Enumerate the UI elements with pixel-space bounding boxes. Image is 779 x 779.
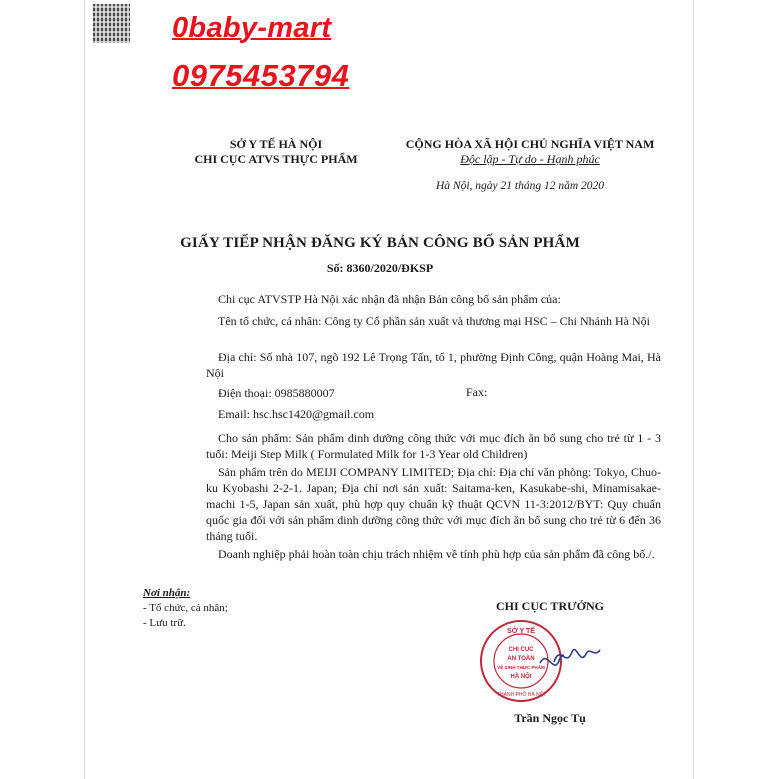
svg-text:HÀ NỘI: HÀ NỘI	[510, 674, 532, 680]
body-address: Địa chỉ: Số nhà 107, ngõ 192 Lê Trọng Tấn, tổ 1, phường Định Công, quận Hoàng Mai, Hà Nội	[206, 350, 661, 380]
svg-text:VỆ SINH THỰC PHẨM: VỆ SINH THỰC PHẨM	[497, 665, 545, 670]
body-manufacturer: Sản phẩm trên do MEIJI COMPANY LIMITED; Địa chỉ: Địa chỉ văn phòng: Tokyo, Chuo-ku Kyobashi 2-2-1. Japan; Địa chỉ nơi sản xuất: Saitama-ken, Kasukabe-shi, Minamisakae-machi 1-5, Japan sản xuất, phù hợp quy chuẩn kỹ thuật QCVN 11-3:2012/BYT: Quy chuẩn quốc gia đối với sản phẩm dinh dưỡng công thức với mục đích ăn bổ sung cho trẻ từ 6 đến 36 tháng tuổi.	[206, 465, 661, 543]
recipients	[143, 586, 228, 631]
svg-text:THÀNH PHỐ HÀ NỘI: THÀNH PHỐ HÀ NỘI	[496, 692, 546, 698]
motto: Độc lập - Tự do - Hạnh phúc	[460, 152, 600, 166]
body-fax: Fax:	[466, 385, 488, 399]
agency-line-1: SỞ Y TẾ HÀ NỘI	[229, 137, 323, 151]
recipients-title: Nơi nhận:	[143, 587, 191, 599]
body-email: Email: hsc.hsc1420@gmail.com	[218, 407, 375, 421]
document-title: GIẤY TIẾP NHẬN ĐĂNG KÝ BẢN CÔNG BỐ SẢN PHẨM	[180, 235, 580, 251]
svg-text:AN TOÀN: AN TOÀN	[507, 656, 535, 662]
shop-name-watermark: 0baby-mart	[172, 12, 332, 44]
body-phone: Điện thoại: 0985880007	[218, 386, 335, 400]
signature-scribble	[552, 640, 602, 670]
signer-title: CHI CỤC TRƯỞNG	[495, 599, 604, 613]
issue-date: Hà Nội, ngày 21 tháng 12 năm 2020	[435, 180, 605, 192]
country-name: CỘNG HÒA XÃ HỘI CHỦ NGHĨA VIỆT NAM	[405, 137, 655, 151]
body-responsibility: Doanh nghiệp phải hoàn toàn chịu trách nhiệm về tính phù hợp của sản phẩm đã công bố./.	[218, 547, 655, 561]
body-intro: Chi cục ATVSTP Hà Nội xác nhận đã nhận Bản công bố sản phẩm của:	[218, 292, 561, 306]
document-number: Số: 8360/2020/ĐKSP	[326, 261, 434, 275]
svg-text:CHI CỤC: CHI CỤC	[508, 647, 534, 653]
agency-line-2: CHI CỤC ATVS THỰC PHẨM	[194, 152, 358, 166]
svg-text:SỞ Y TẾ: SỞ Y TẾ	[507, 628, 535, 635]
recipient-item: - Tổ chức, cá nhân;	[143, 602, 228, 614]
body-product: Cho sản phẩm: Sản phẩm dinh dưỡng công thức với mục đích ăn bổ sung cho trẻ từ 1 - 3 tuổi: Meiji Step Milk ( Formulated Milk for 1-3 Year old Children)	[206, 431, 661, 461]
qr-code-icon	[93, 4, 130, 43]
national-motto	[388, 137, 672, 167]
body-organization: Tên tổ chức, cá nhân: Công ty Cổ phần sản xuất và thương mại HSC – Chi Nhánh Hà Nội	[218, 314, 650, 328]
issuing-agency	[186, 137, 366, 167]
signer-name: Trần Ngọc Tụ	[514, 711, 586, 725]
recipient-item: - Lưu trữ.	[143, 617, 186, 629]
shop-phone-watermark: 0975453794	[172, 58, 350, 93]
